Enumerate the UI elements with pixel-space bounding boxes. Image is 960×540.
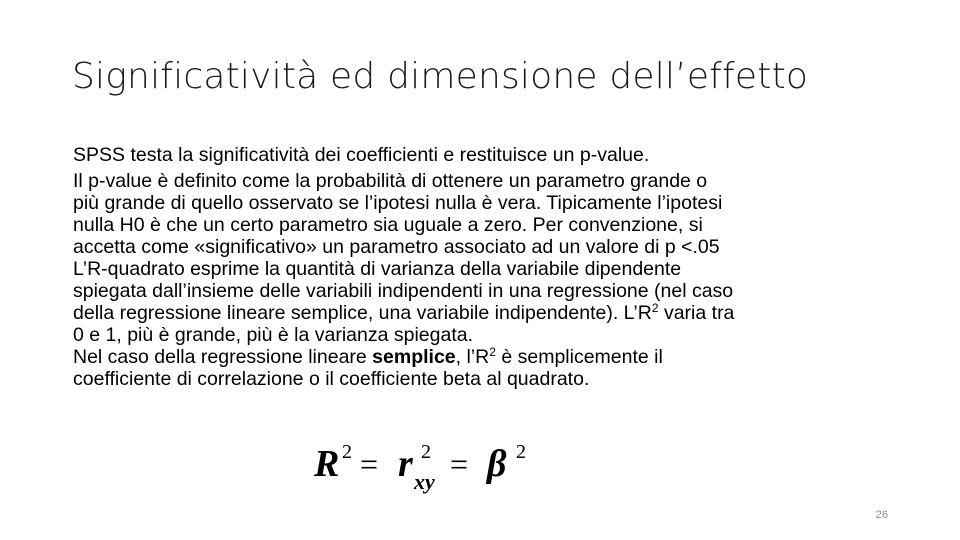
- slide-body: [73, 143, 893, 389]
- page-number: 26: [875, 509, 888, 521]
- text-run: della regressione lineare semplice, una variabile indipendente). L’R: [73, 301, 652, 324]
- text-line: Il p-value è definito come la probabilità di ottenere un parametro grande o: [73, 169, 708, 192]
- text-line: spiegata dall’insieme delle variabili indipendenti in una regressione (nel caso: [73, 279, 734, 302]
- text-line: L’R-quadrato esprime la quantità di varianza della variabile dipendente: [73, 257, 682, 280]
- formula-r: r: [398, 443, 413, 485]
- paragraph-spss: [73, 143, 893, 169]
- paragraph-simple-regression: [73, 345, 893, 389]
- superscript: 2: [651, 300, 659, 315]
- bold-term: semplice: [372, 345, 456, 368]
- paragraph-r-squared: [73, 257, 893, 345]
- r-squared-formula: [312, 433, 552, 499]
- text-run: , l’R: [455, 345, 490, 368]
- formula-R: R: [314, 443, 340, 485]
- text-run: varia tra: [658, 301, 735, 324]
- formula-equals-1: =: [360, 446, 379, 482]
- text-line: più grande di quello osservato se l’ipotesi nulla è vera. Tipicamente l’ipotesi: [73, 191, 723, 214]
- paragraph-p-value: [73, 169, 893, 257]
- formula-r-subscript: xy: [414, 469, 435, 494]
- text-run: è semplicemente il: [495, 345, 663, 368]
- text-line: accetta come «significativo» un parametro associato ad un valore di p <.05: [73, 235, 720, 258]
- text-line: SPSS testa la significatività dei coefficienti e restituisce un p-value.: [73, 144, 650, 166]
- formula-equals-2: =: [450, 446, 469, 482]
- formula-R-exponent: 2: [342, 441, 352, 463]
- text-line: [73, 345, 893, 367]
- text-line: coefficiente di correlazione o il coefficiente beta al quadrato.: [73, 367, 590, 390]
- formula-r-exponent: 2: [421, 441, 431, 463]
- slide-title: Significatività ed dimensione dell’effetto: [72, 56, 809, 97]
- text-line: [73, 301, 893, 323]
- text-line: 0 e 1, più è grande, più è la varianza spiegata.: [73, 323, 474, 346]
- formula-beta: β: [487, 443, 507, 485]
- text-run: Nel caso della regressione lineare: [73, 345, 373, 368]
- formula-beta-exponent: 2: [516, 441, 526, 463]
- superscript: 2: [489, 344, 496, 359]
- text-line: nulla H0 è che un certo parametro sia uguale a zero. Per convenzione, si: [73, 213, 703, 236]
